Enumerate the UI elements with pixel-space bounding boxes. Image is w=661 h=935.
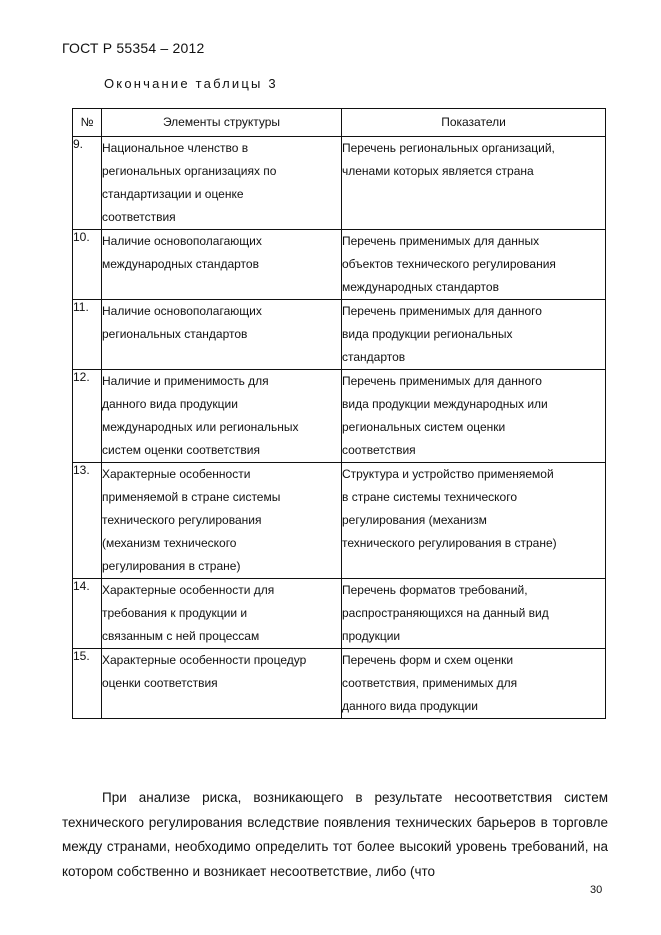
- table-row: [73, 370, 606, 463]
- indicator-line: регулирования (механизм: [342, 513, 487, 527]
- indicator-line: данного вида продукции: [342, 699, 478, 713]
- table-row: [73, 137, 606, 230]
- indicator-cell: [342, 300, 606, 370]
- table-row: [73, 579, 606, 649]
- column-header-elements: Элементы структуры: [102, 109, 342, 137]
- indicator-line: стандартов: [342, 350, 406, 364]
- indicator-line: Перечень региональных организаций,: [342, 141, 555, 155]
- structure-element-line: связанным с ней процессам: [102, 629, 260, 643]
- structure-element-cell: [102, 137, 342, 230]
- structure-element-line: Наличие и применимость для: [102, 374, 269, 388]
- structure-element-line: Характерные особенности для: [102, 583, 275, 597]
- indicator-cell: [342, 463, 606, 579]
- structure-element-line: применяемой в стране системы: [102, 490, 281, 504]
- structure-element-line: Характерные особенности процедур: [102, 653, 307, 667]
- structure-element-cell: [102, 300, 342, 370]
- structure-element-cell: [102, 370, 342, 463]
- structure-element-line: соответствия: [102, 210, 176, 224]
- structure-element-line: стандартизации и оценке: [102, 187, 244, 201]
- column-header-number: №: [73, 109, 102, 137]
- indicators-table: [72, 108, 606, 719]
- document-header: ГОСТ Р 55354 – 2012: [62, 40, 205, 56]
- indicator-line: технического регулирования в стране): [342, 536, 557, 550]
- structure-element-line: технического регулирования: [102, 513, 262, 527]
- indicator-cell: [342, 230, 606, 300]
- structure-element-line: региональных стандартов: [102, 327, 248, 341]
- structure-element-cell: [102, 230, 342, 300]
- indicator-line: Перечень форматов требований,: [342, 583, 528, 597]
- body-paragraph: [62, 786, 608, 884]
- structure-element-cell: [102, 579, 342, 649]
- page-number: 30: [590, 884, 603, 896]
- indicator-line: Перечень применимых для данных: [342, 234, 540, 248]
- table-body: [73, 137, 606, 719]
- structure-element-line: систем оценки соответствия: [102, 443, 260, 457]
- structure-element-line: Наличие основополагающих: [102, 304, 262, 318]
- structure-element-cell: [102, 463, 342, 579]
- indicator-line: объектов технического регулирования: [342, 257, 556, 271]
- indicator-line: вида продукции региональных: [342, 327, 513, 341]
- table-row: [73, 230, 606, 300]
- row-number: 13.: [73, 463, 102, 579]
- paragraph-text: При анализе риска, возникающего в результате несоответствия систем технического регулирования вследствие появления технических барьеров в торговле между странами, необходимо определить тот более высокий уровень требований, на котором собственно и возникает несоответствие, либо (что: [62, 790, 608, 879]
- indicator-line: Перечень применимых для данного: [342, 304, 542, 318]
- column-header-indicators: Показатели: [342, 109, 606, 137]
- structure-element-line: международных стандартов: [102, 257, 259, 271]
- indicator-line: продукции: [342, 629, 401, 643]
- structure-element-line: данного вида продукции: [102, 397, 238, 411]
- row-number: 15.: [73, 649, 102, 719]
- indicator-line: распространяющихся на данный вид: [342, 606, 549, 620]
- structure-element-cell: [102, 649, 342, 719]
- indicator-line: международных стандартов: [342, 280, 499, 294]
- indicator-cell: [342, 649, 606, 719]
- table-header-row: [73, 109, 606, 137]
- structure-element-line: Национальное членство в: [102, 141, 249, 155]
- structure-element-line: Наличие основополагающих: [102, 234, 262, 248]
- table-caption: Окончание таблицы 3: [104, 76, 278, 91]
- structure-element-line: требования к продукции и: [102, 606, 248, 620]
- row-number: 11.: [73, 300, 102, 370]
- structure-element-line: регулирования в стране): [102, 559, 241, 573]
- row-number: 12.: [73, 370, 102, 463]
- indicator-line: вида продукции международных или: [342, 397, 548, 411]
- indicator-line: региональных систем оценки: [342, 420, 506, 434]
- indicator-line: членами которых является страна: [342, 164, 534, 178]
- structure-element-line: региональных организациях по: [102, 164, 277, 178]
- indicator-line: Перечень применимых для данного: [342, 374, 542, 388]
- indicator-line: Структура и устройство применяемой: [342, 467, 554, 481]
- structure-element-line: оценки соответствия: [102, 676, 218, 690]
- row-number: 9.: [73, 137, 102, 230]
- row-number: 10.: [73, 230, 102, 300]
- table-row: [73, 463, 606, 579]
- indicator-line: соответствия, применимых для: [342, 676, 518, 690]
- structure-element-line: (механизм технического: [102, 536, 237, 550]
- indicator-line: Перечень форм и схем оценки: [342, 653, 514, 667]
- structure-element-line: Характерные особенности: [102, 467, 251, 481]
- indicator-line: соответствия: [342, 443, 416, 457]
- table-row: [73, 300, 606, 370]
- table-row: [73, 649, 606, 719]
- indicator-cell: [342, 579, 606, 649]
- indicator-cell: [342, 137, 606, 230]
- structure-element-line: международных или региональных: [102, 420, 299, 434]
- row-number: 14.: [73, 579, 102, 649]
- indicator-line: в стране системы технического: [342, 490, 518, 504]
- indicator-cell: [342, 370, 606, 463]
